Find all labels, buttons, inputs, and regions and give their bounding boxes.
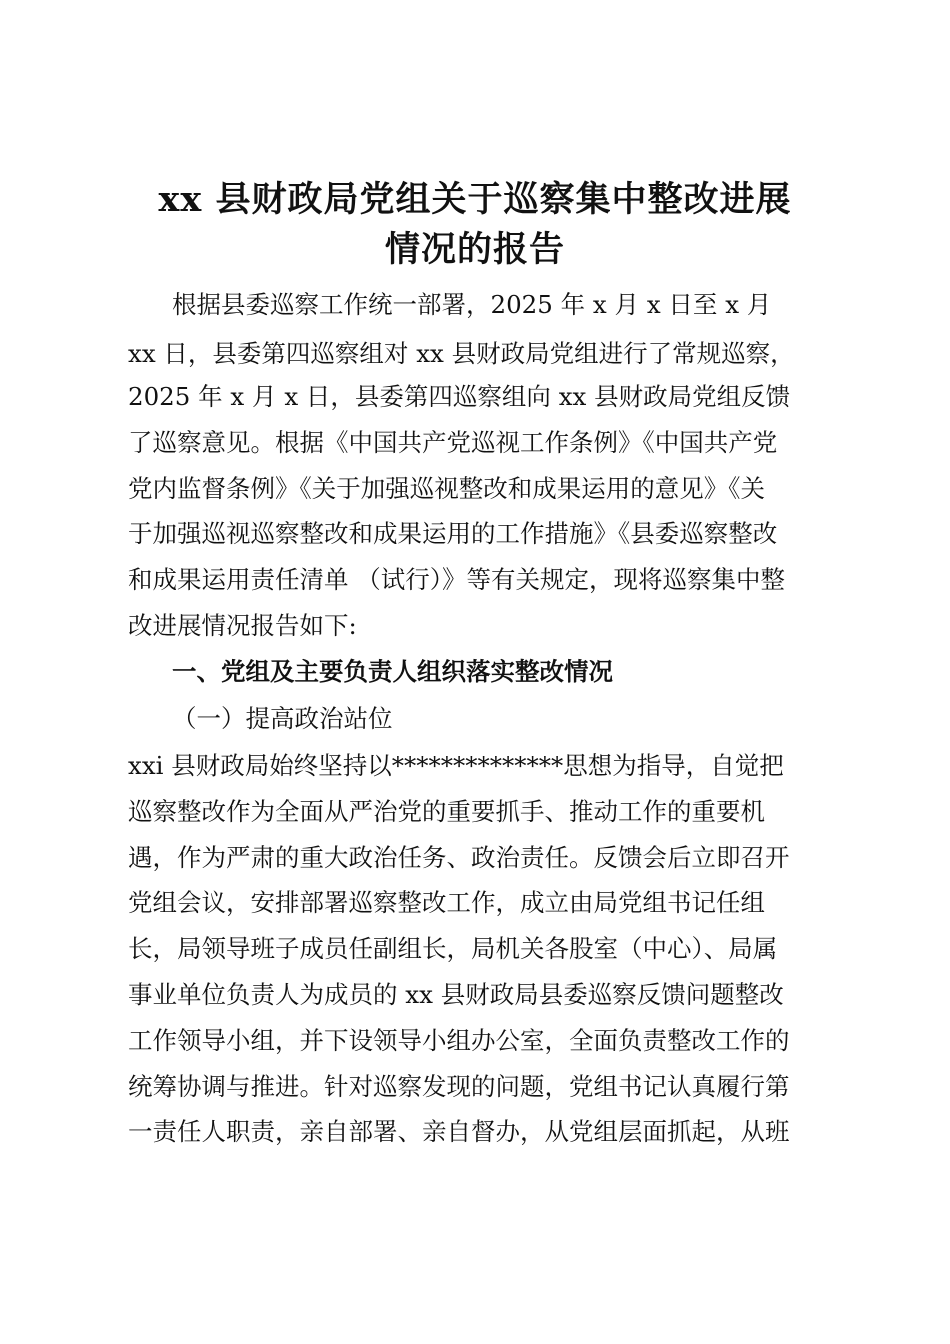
body-line: 工作领导小组，并下设领导小组办公室，全面负责整改工作的 <box>128 1026 790 1055</box>
intro-line: 和成果运用责任清单 （试行）》等有关规定，现将巡察集中整 <box>128 565 786 594</box>
document-title-line-2: 情况的报告 <box>384 229 565 270</box>
body-line: 遇，作为严肃的重大政治任务、政治责任。反馈会后立即召开 <box>128 843 790 872</box>
body-line: 一责任人职责，亲自部署、亲自督办，从党组层面抓起，从班 <box>128 1117 790 1146</box>
section-heading: 一、党组及主要负责人组织落实整改情况 <box>172 657 613 686</box>
subsection-heading: （一）提高政治站位 <box>172 704 393 733</box>
document-title-line-1: xx 县财政局党组关于巡察集中整改进展 <box>158 179 792 220</box>
body-line: xxi 县财政局始终坚持以**************思想为指导，自觉把 <box>128 751 784 780</box>
body-line: 巡察整改作为全面从严治党的重要抓手、推动工作的重要机 <box>128 797 765 826</box>
intro-line: 2025 年 x 月 x 日，县委第四巡察组向 xx 县财政局党组反馈 <box>128 382 791 411</box>
body-line: 统筹协调与推进。针对巡察发现的问题，党组书记认真履行第 <box>128 1072 790 1101</box>
intro-line: 党内监督条例》《关于加强巡视整改和成果运用的意见》《关 <box>128 474 765 503</box>
body-line: 事业单位负责人为成员的 xx 县财政局县委巡察反馈问题整改 <box>128 980 784 1009</box>
intro-line: 改进展情况报告如下: <box>128 611 357 640</box>
intro-line: 于加强巡视巡察整改和成果运用的工作措施》《县委巡察整改 <box>128 519 778 548</box>
intro-line: 根据县委巡察工作统一部署，2025 年 x 月 x 日至 x 月 <box>172 290 772 319</box>
body-line: 党组会议，安排部署巡察整改工作，成立由局党组书记任组 <box>128 888 765 917</box>
intro-line: 了巡察意见。根据《中国共产党巡视工作条例》《中国共产党 <box>128 428 778 457</box>
intro-line: xx 日，县委第四巡察组对 xx 县财政局党组进行了常规巡察， <box>128 339 795 368</box>
body-line: 长，局领导班子成员任副组长，局机关各股室（中心）、局属 <box>128 934 778 963</box>
